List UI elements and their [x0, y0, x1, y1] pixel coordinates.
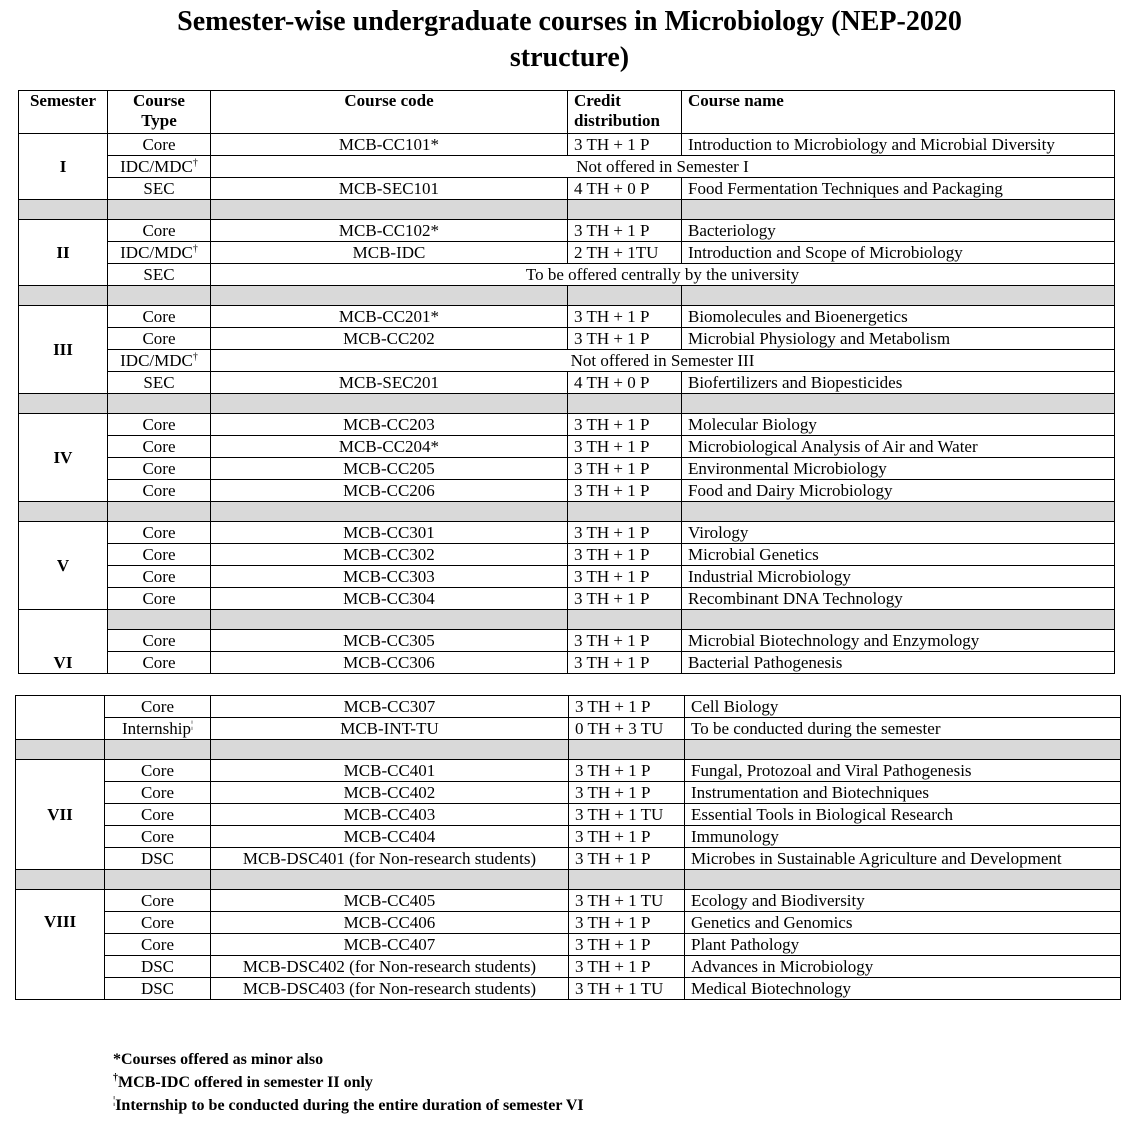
- course-type: Core: [105, 912, 211, 934]
- separator-row: [19, 200, 1115, 220]
- credit-distribution: 3 TH + 1 TU: [569, 890, 685, 912]
- header-course-name: Course name: [682, 91, 1115, 134]
- table-row: [19, 328, 1115, 350]
- table-row: [19, 566, 1115, 588]
- course-type: IDC/MDC†: [108, 350, 211, 372]
- table-row: [16, 782, 1121, 804]
- course-name: Biomolecules and Bioenergetics: [682, 306, 1115, 328]
- course-code: MCB-CC403: [211, 804, 569, 826]
- semester-label: VI: [19, 630, 108, 674]
- course-name: Genetics and Genomics: [685, 912, 1121, 934]
- credit-distribution: 3 TH + 1 TU: [569, 978, 685, 1000]
- course-type: Core: [108, 588, 211, 610]
- course-type: SEC: [108, 372, 211, 394]
- credit-distribution: 4 TH + 0 P: [568, 372, 682, 394]
- course-type: Core: [108, 306, 211, 328]
- course-type: Core: [108, 566, 211, 588]
- course-type: IDC/MDC†: [108, 156, 211, 178]
- course-table-semesters-6-8: [15, 695, 1121, 1000]
- header-course-type: Course Type: [108, 91, 211, 134]
- course-name: Introduction to Microbiology and Microbial Diversity: [682, 134, 1115, 156]
- course-type: Core: [105, 696, 211, 718]
- course-code: MCB-CC301: [211, 522, 568, 544]
- title-line-2: structure): [509, 42, 630, 73]
- credit-distribution: 3 TH + 1 P: [568, 220, 682, 242]
- credit-distribution: 3 TH + 1 P: [568, 414, 682, 436]
- header-row: [19, 91, 1115, 134]
- course-type: Core: [108, 630, 211, 652]
- footnote: †MCB-IDC offered in semester II only: [113, 1072, 373, 1091]
- table-row: [19, 350, 1115, 372]
- course-code: MCB-CC407: [211, 934, 569, 956]
- credit-distribution: 3 TH + 1 P: [568, 436, 682, 458]
- course-type: Core: [108, 458, 211, 480]
- table-row: [16, 848, 1121, 870]
- credit-distribution: 2 TH + 1TU: [568, 242, 682, 264]
- course-name: Bacterial Pathogenesis: [682, 652, 1115, 674]
- course-name: To be conducted during the semester: [685, 718, 1121, 740]
- table-row: [19, 630, 1115, 652]
- table-row: [19, 480, 1115, 502]
- course-code: MCB-CC306: [211, 652, 568, 674]
- course-code: MCB-CC202: [211, 328, 568, 350]
- course-name: Instrumentation and Biotechniques: [685, 782, 1121, 804]
- course-type: Core: [108, 436, 211, 458]
- credit-distribution: 3 TH + 1 P: [568, 566, 682, 588]
- course-code: MCB-CC402: [211, 782, 569, 804]
- merged-note: To be offered centrally by the university: [211, 264, 1115, 286]
- course-name: Food and Dairy Microbiology: [682, 480, 1115, 502]
- credit-distribution: 3 TH + 1 P: [568, 652, 682, 674]
- course-code: MCB-CC307: [211, 696, 569, 718]
- course-code: MCB-CC206: [211, 480, 568, 502]
- credit-distribution: 3 TH + 1 P: [569, 956, 685, 978]
- table-row: [19, 242, 1115, 264]
- course-table-semesters-1-6: [18, 90, 1115, 674]
- course-name: Essential Tools in Biological Research: [685, 804, 1121, 826]
- course-code: MCB-CC404: [211, 826, 569, 848]
- separator-row: [16, 870, 1121, 890]
- header-semester: Semester: [19, 91, 108, 134]
- course-name: Ecology and Biodiversity: [685, 890, 1121, 912]
- course-type: Core: [108, 522, 211, 544]
- credit-distribution: 3 TH + 1 P: [568, 134, 682, 156]
- course-code: MCB-DSC401 (for Non-research students): [211, 848, 569, 870]
- course-name: Immunology: [685, 826, 1121, 848]
- table-row: [16, 696, 1121, 718]
- footnotes: [113, 1048, 584, 1117]
- course-code: MCB-CC101*: [211, 134, 568, 156]
- course-name: Fungal, Protozoal and Viral Pathogenesis: [685, 760, 1121, 782]
- course-name: Bacteriology: [682, 220, 1115, 242]
- course-code: MCB-CC305: [211, 630, 568, 652]
- table-row: [19, 522, 1115, 544]
- course-name: Microbes in Sustainable Agriculture and Development: [685, 848, 1121, 870]
- course-type: Core: [105, 804, 211, 826]
- course-code: MCB-SEC101: [211, 178, 568, 200]
- course-name: Introduction and Scope of Microbiology: [682, 242, 1115, 264]
- table-row: [16, 890, 1121, 912]
- course-type: Core: [105, 826, 211, 848]
- table-row: [19, 264, 1115, 286]
- course-type: Core: [105, 760, 211, 782]
- course-code: MCB-SEC201: [211, 372, 568, 394]
- course-name: Virology: [682, 522, 1115, 544]
- course-type: Internship¦: [105, 718, 211, 740]
- course-code: MCB-INT-TU: [211, 718, 569, 740]
- footnote: *Courses offered as minor also: [113, 1051, 324, 1068]
- table-row: [19, 372, 1115, 394]
- course-type: Core: [108, 480, 211, 502]
- credit-distribution: 3 TH + 1 P: [569, 826, 685, 848]
- table-row: [19, 156, 1115, 178]
- semester-label: V: [19, 522, 108, 610]
- credit-distribution: 3 TH + 1 P: [569, 934, 685, 956]
- separator-row: [19, 394, 1115, 414]
- credit-distribution: 3 TH + 1 P: [569, 760, 685, 782]
- course-code: MCB-CC304: [211, 588, 568, 610]
- semester-label: II: [19, 220, 108, 286]
- header-course-code: Course code: [211, 91, 568, 134]
- course-type: DSC: [105, 978, 211, 1000]
- credit-distribution: 3 TH + 1 P: [569, 848, 685, 870]
- semester-cell-empty: [16, 696, 105, 740]
- course-code: MCB-CC405: [211, 890, 569, 912]
- table-row: [16, 978, 1121, 1000]
- table-row: [19, 414, 1115, 436]
- course-type: DSC: [105, 956, 211, 978]
- table-row: [16, 912, 1121, 934]
- semester-label: IV: [19, 414, 108, 502]
- table-row: [16, 956, 1121, 978]
- table-row: [16, 760, 1121, 782]
- course-name: Biofertilizers and Biopesticides: [682, 372, 1115, 394]
- table-row: [19, 134, 1115, 156]
- course-name: Medical Biotechnology: [685, 978, 1121, 1000]
- semester-label: III: [19, 306, 108, 394]
- course-code: MCB-DSC402 (for Non-research students): [211, 956, 569, 978]
- credit-distribution: 3 TH + 1 P: [568, 522, 682, 544]
- course-type: SEC: [108, 178, 211, 200]
- course-type: Core: [105, 782, 211, 804]
- credit-distribution: 3 TH + 1 P: [568, 544, 682, 566]
- course-name: Microbial Biotechnology and Enzymology: [682, 630, 1115, 652]
- course-name: Microbial Genetics: [682, 544, 1115, 566]
- credit-distribution: 3 TH + 1 P: [569, 696, 685, 718]
- course-name: Cell Biology: [685, 696, 1121, 718]
- course-name: Advances in Microbiology: [685, 956, 1121, 978]
- credit-distribution: 0 TH + 3 TU: [569, 718, 685, 740]
- table-row: [16, 718, 1121, 740]
- course-type: Core: [105, 890, 211, 912]
- credit-distribution: 4 TH + 0 P: [568, 178, 682, 200]
- course-code: MCB-CC303: [211, 566, 568, 588]
- course-code: MCB-CC302: [211, 544, 568, 566]
- credit-distribution: 3 TH + 1 P: [568, 630, 682, 652]
- separator-row: [16, 740, 1121, 760]
- course-code: MCB-CC203: [211, 414, 568, 436]
- separator-row: [19, 610, 1115, 630]
- course-type: Core: [108, 328, 211, 350]
- credit-distribution: 3 TH + 1 P: [568, 306, 682, 328]
- table-row: [19, 306, 1115, 328]
- credit-distribution: 3 TH + 1 P: [568, 328, 682, 350]
- footnote: ¦Internship to be conducted during the entire duration of semester VI: [113, 1095, 584, 1114]
- course-code: MCB-CC201*: [211, 306, 568, 328]
- credit-distribution: 3 TH + 1 P: [568, 480, 682, 502]
- course-type: SEC: [108, 264, 211, 286]
- course-name: Plant Pathology: [685, 934, 1121, 956]
- course-type: Core: [108, 414, 211, 436]
- merged-note: Not offered in Semester III: [211, 350, 1115, 372]
- document-title: [0, 4, 1139, 76]
- course-name: Microbial Physiology and Metabolism: [682, 328, 1115, 350]
- table-row: [16, 804, 1121, 826]
- course-name: Environmental Microbiology: [682, 458, 1115, 480]
- course-name: Molecular Biology: [682, 414, 1115, 436]
- credit-distribution: 3 TH + 1 P: [569, 912, 685, 934]
- table-row: [19, 652, 1115, 674]
- header-credit-distribution: Credit distribution: [568, 91, 682, 134]
- course-code: MCB-CC205: [211, 458, 568, 480]
- course-type: Core: [105, 934, 211, 956]
- semester-label: I: [19, 134, 108, 200]
- separator-row: [19, 286, 1115, 306]
- credit-distribution: 3 TH + 1 P: [568, 588, 682, 610]
- table-row: [16, 934, 1121, 956]
- course-type: Core: [108, 652, 211, 674]
- course-code: MCB-CC204*: [211, 436, 568, 458]
- course-name: Recombinant DNA Technology: [682, 588, 1115, 610]
- credit-distribution: 3 TH + 1 P: [569, 782, 685, 804]
- course-code: MCB-CC102*: [211, 220, 568, 242]
- course-type: DSC: [105, 848, 211, 870]
- credit-distribution: 3 TH + 1 TU: [569, 804, 685, 826]
- course-name: Food Fermentation Techniques and Packaging: [682, 178, 1115, 200]
- table-row: [19, 178, 1115, 200]
- course-code: MCB-IDC: [211, 242, 568, 264]
- course-type: IDC/MDC†: [108, 242, 211, 264]
- table-row: [19, 544, 1115, 566]
- table-row: [19, 220, 1115, 242]
- course-code: MCB-CC401: [211, 760, 569, 782]
- course-name: Industrial Microbiology: [682, 566, 1115, 588]
- table-row: [16, 826, 1121, 848]
- table-row: [19, 436, 1115, 458]
- course-type: Core: [108, 544, 211, 566]
- merged-note: Not offered in Semester I: [211, 156, 1115, 178]
- semester-label: VII: [16, 760, 105, 870]
- course-code: MCB-DSC403 (for Non-research students): [211, 978, 569, 1000]
- course-type: Core: [108, 134, 211, 156]
- semester-label: VIII: [16, 890, 105, 1000]
- credit-distribution: 3 TH + 1 P: [568, 458, 682, 480]
- table-row: [19, 588, 1115, 610]
- table-row: [19, 458, 1115, 480]
- course-name: Microbiological Analysis of Air and Water: [682, 436, 1115, 458]
- course-code: MCB-CC406: [211, 912, 569, 934]
- course-type: Core: [108, 220, 211, 242]
- title-line-1: Semester-wise undergraduate courses in Microbiology (NEP-2020: [177, 6, 962, 37]
- separator-row: [19, 502, 1115, 522]
